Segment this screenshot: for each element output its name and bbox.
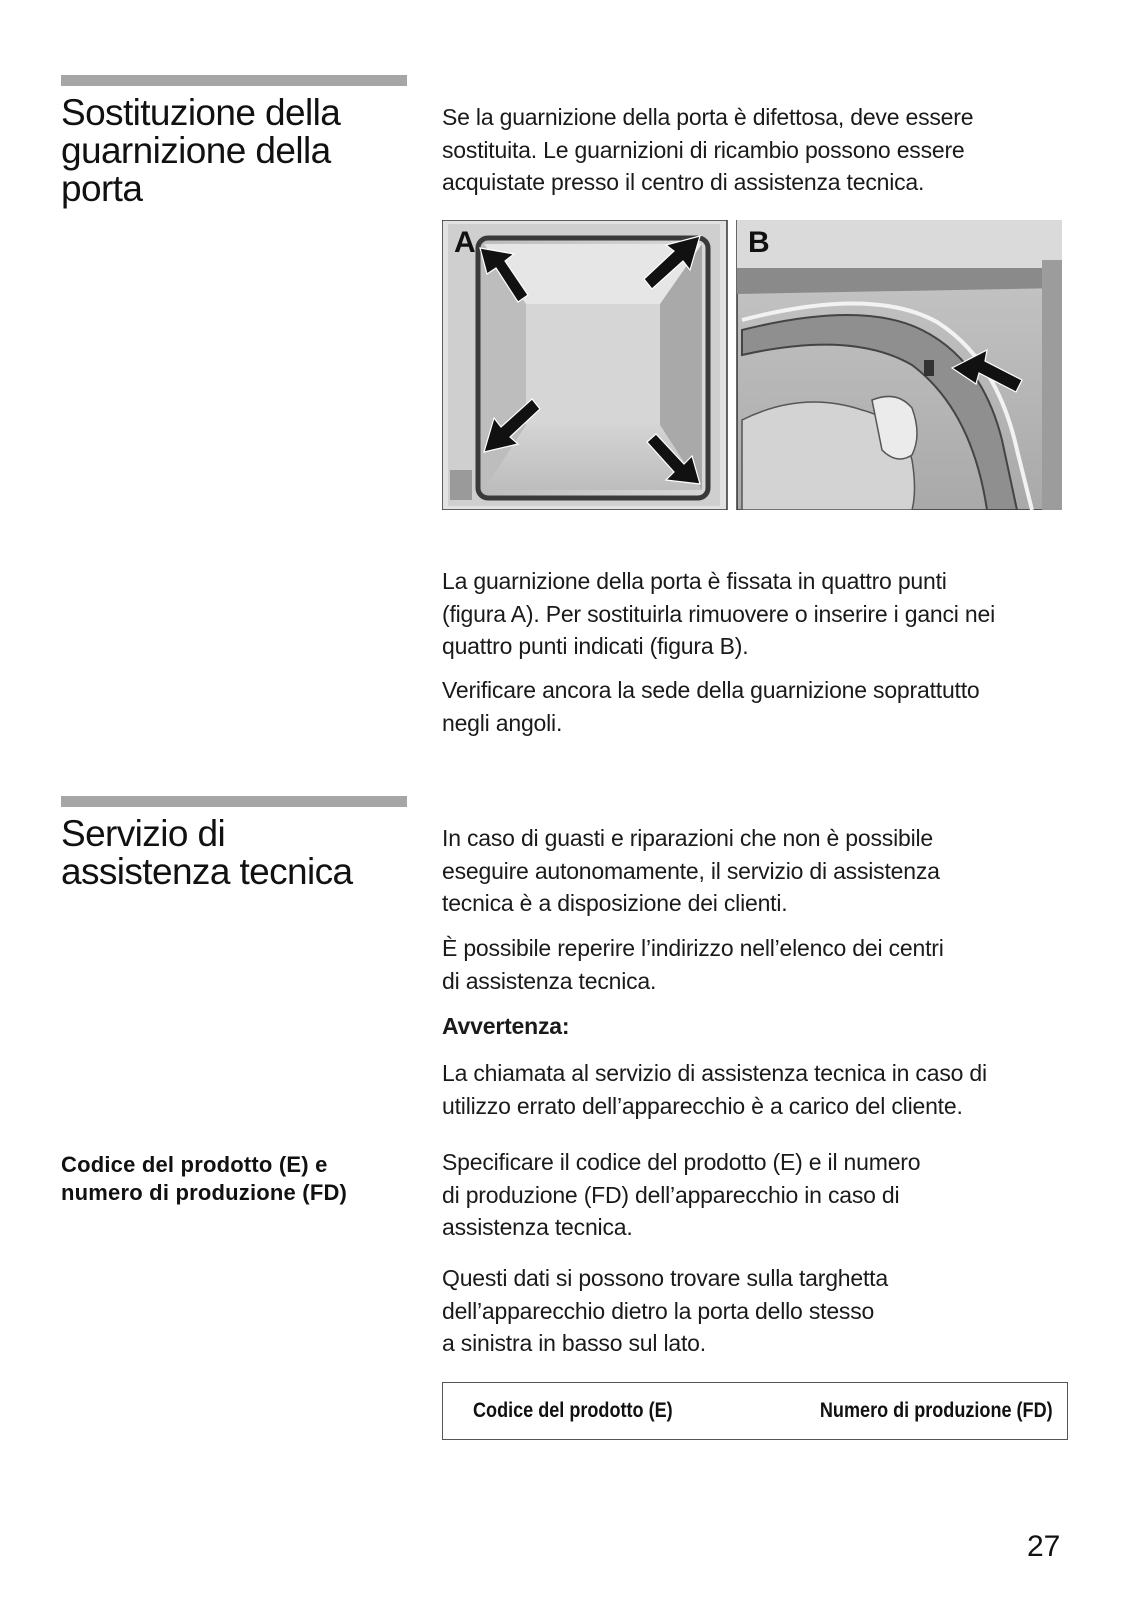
service-address-paragraph: È possibile reperire l’indirizzo nell’elenco dei centri di assistenza tecnica.: [442, 935, 944, 994]
section-title-door-seal: Sostituzione della guarnizione della porta: [61, 92, 341, 209]
rating-plate-paragraph: Questi dati si possono trovare sulla targhetta dell’apparecchio dietro la porta dello stesso a sinistra in basso sul lato.: [442, 1265, 888, 1356]
product-code-table: [442, 1382, 1068, 1440]
figure-panel-a: [442, 220, 727, 510]
figure-label-a: A: [454, 226, 476, 259]
note-label: Avvertenza:: [442, 1013, 570, 1039]
product-code-paragraph: Specificare il codice del prodotto (E) e il numero di produzione (FD) dell’apparecchio in caso di assistenza tecnica.: [442, 1149, 921, 1240]
door-seal-figure: [442, 220, 1062, 510]
figure-label-b: B: [748, 226, 770, 259]
production-number-column-label: Numero di produzione (FD): [820, 1399, 1053, 1422]
section-rule: [61, 796, 407, 807]
service-paragraph: In caso di guasti e riparazioni che non è possibile eseguire autonomamente, il servizio di assistenza tecnica è a disposizione dei clienti.: [442, 825, 940, 916]
figure-panel-b: [737, 220, 1062, 510]
page-number: 27: [1027, 1530, 1061, 1563]
intro-paragraph: Se la guarnizione della porta è difettosa, deve essere sostituita. Le guarnizioni di ricambio possono essere acquistate presso il centro di assistenza tecnica.: [442, 104, 974, 195]
product-code-subtitle: Codice del prodotto (E) e numero di produzione (FD): [61, 1152, 348, 1205]
product-code-column-label: Codice del prodotto (E): [473, 1399, 673, 1422]
section-rule: [61, 75, 407, 86]
note-paragraph: La chiamata al servizio di assistenza tecnica in caso di utilizzo errato dell’apparecchio è a carico del cliente.: [442, 1060, 987, 1119]
seal-check-paragraph: Verificare ancora la sede della guarnizione soprattutto negli angoli.: [442, 677, 980, 736]
section-title-service: Servizio di assistenza tecnica: [61, 813, 353, 892]
seal-fixing-paragraph: La guarnizione della porta è fissata in quattro punti (figura A). Per sostituirla rimuovere o inserire i ganci nei quattro punti indicati (figura B).: [442, 568, 996, 659]
